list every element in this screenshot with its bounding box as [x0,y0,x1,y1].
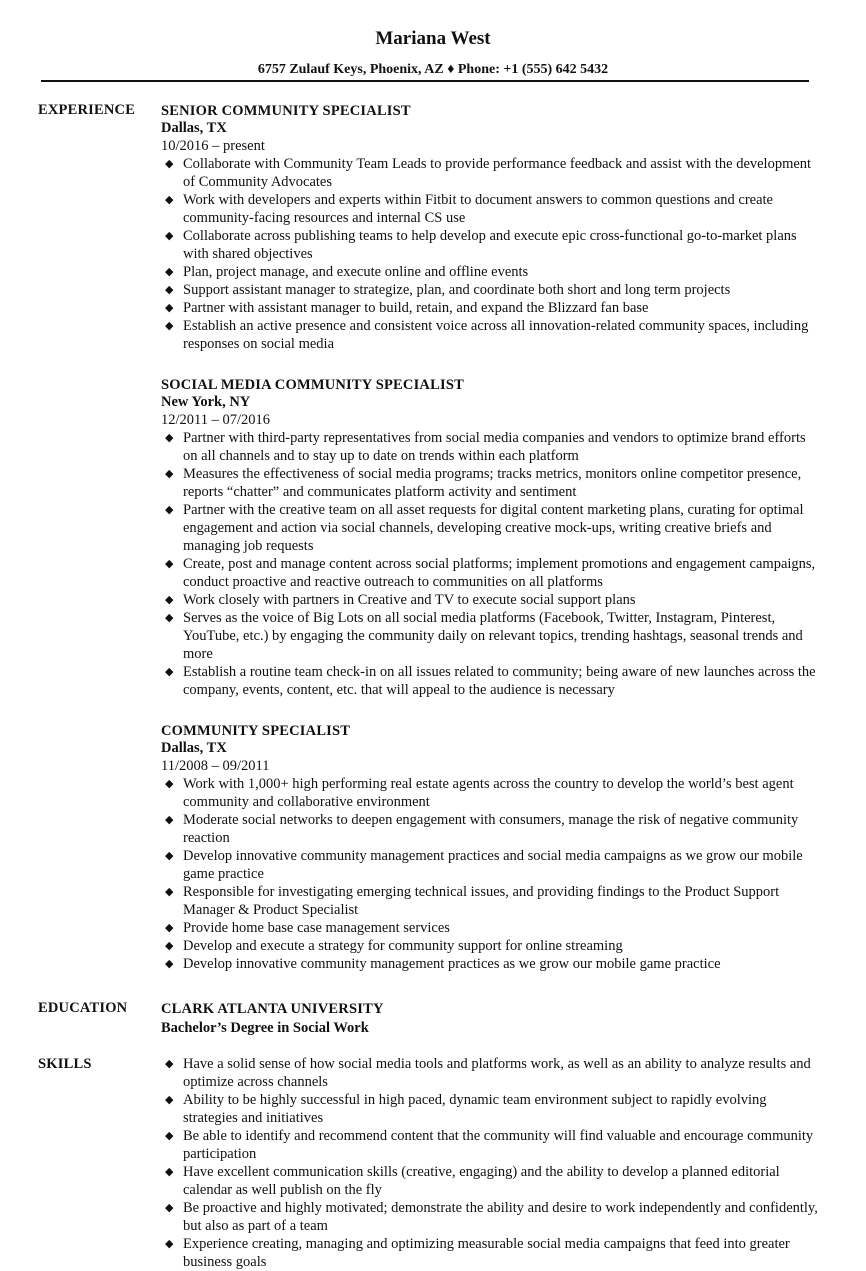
diamond-bullet-icon: ◆ [165,778,174,790]
job-entry [161,102,821,353]
list-item-text: Partner with assistant manager to build, retain, and expand the Blizzard fan base [183,300,649,316]
list-item-text: Collaborate across publishing teams to help develop and execute epic cross-functional go-to-market plans with shared objectives [183,228,797,262]
list-item [161,263,821,281]
list-item-text: Collaborate with Community Team Leads to provide performance feedback and assist with the development of Community Advocates [183,156,812,190]
skills-bullets [161,1055,821,1271]
list-item-text: Establish an active presence and consistent voice across all innovation-related community spaces, including responses on social media [183,318,809,352]
job-location: Dallas, TX [161,120,227,136]
diamond-bullet-icon: ◆ [165,886,174,898]
diamond-bullet-icon: ◆ [165,266,174,278]
diamond-bullet-icon: ◆ [165,194,174,206]
list-item-text: Work with 1,000+ high performing real estate agents across the country to develop the world’s best agent community and collaborative environment [183,776,794,810]
list-item [161,317,821,353]
list-item [161,775,821,811]
list-item-text: Be proactive and highly motivated; demonstrate the ability and desire to work independently and confidently, but also as part of a team [183,1200,818,1234]
diamond-bullet-icon: ◆ [165,958,174,970]
list-item [161,811,821,847]
diamond-bullet-icon: ◆ [165,666,174,678]
list-item-text: Work with developers and experts within Fitbit to document answers to common questions and create community-facing resources and internal CS use [183,192,773,226]
list-item-text: Plan, project manage, and execute online and offline events [183,264,529,280]
diamond-bullet-icon: ◆ [165,158,174,170]
diamond-bullet-icon: ◆ [165,320,174,332]
school-name: CLARK ATLANTA UNIVERSITY [161,1001,384,1017]
list-item [161,1235,821,1271]
list-item [161,281,821,299]
job-title: SOCIAL MEDIA COMMUNITY SPECIALIST [161,377,464,393]
list-item [161,555,821,591]
list-item-text: Serves as the voice of Big Lots on all social media platforms (Facebook, Twitter, Instagram, Pinterest, YouTube, etc.) by engaging the community daily on relevant topics, trending hashtags, seasonal trends and more [183,610,803,662]
diamond-bullet-icon: ◆ [165,230,174,242]
diamond-bullet-icon: ◆ [165,1238,174,1250]
diamond-bullet-icon: ◆ [165,302,174,314]
diamond-bullet-icon: ◆ [165,940,174,952]
list-item-text: Provide home base case management services [183,920,450,936]
list-item-text: Partner with the creative team on all asset requests for digital content marketing plans, curating for optimal engagement and action via social channels, developing creative mock-ups, writing creative briefs and managing job requests [183,502,804,554]
list-item [161,155,821,191]
list-item [161,429,821,465]
list-item [161,1091,821,1127]
job-title: SENIOR COMMUNITY SPECIALIST [161,103,411,119]
list-item [161,501,821,555]
list-item-text: Establish a routine team check-in on all issues related to community; being aware of new launches across the company, events, content, etc. that will appeal to the audience is necessary [183,664,816,698]
diamond-bullet-icon: ◆ [165,1166,174,1178]
list-item-text: Ability to be highly successful in high paced, dynamic team environment subject to rapidly evolving strategies and initiatives [183,1092,767,1126]
list-item-text: Develop innovative community management practices as we grow our mobile game practice [183,956,721,972]
list-item-text: Responsible for investigating emerging technical issues, and providing findings to the Product Support Manager & Product Specialist [183,884,780,918]
diamond-bullet-icon: ◆ [165,432,174,444]
job-bullets [161,775,821,973]
list-item-text: Measures the effectiveness of social media programs; tracks metrics, monitors online competitor presence, reports “chatter” and communicates platform activity and sentiment [183,466,802,500]
diamond-bullet-icon: ◆ [165,1130,174,1142]
list-item [161,937,821,955]
job-dates: 10/2016 – present [161,138,265,154]
job-location: New York, NY [161,394,251,410]
list-item-text: Develop innovative community management practices and social media campaigns as we grow our mobile game practice [183,848,803,882]
list-item-text: Support assistant manager to strategize, plan, and coordinate both short and long term projects [183,282,731,298]
diamond-bullet-icon: ◆ [165,922,174,934]
list-item [161,847,821,883]
candidate-name: Mariana West [375,28,491,49]
diamond-bullet-icon: ◆ [165,558,174,570]
list-item-text: Partner with third-party representatives from social media companies and vendors to optimize brand efforts on all channels and to stay up to date on trends within each platform [183,430,806,464]
section-label-experience: EXPERIENCE [38,102,136,118]
section-label-education: EDUCATION [38,1000,128,1016]
list-item-text: Create, post and manage content across social platforms; implement promotions and engagement campaigns, conduct proactive and reactive outreach to communities on all platforms [183,556,816,590]
list-item-text: Be able to identify and recommend content that the community will find valuable and encourage community participation [183,1128,814,1162]
list-item [161,227,821,263]
job-dates: 11/2008 – 09/2011 [161,758,270,774]
list-item [161,1127,821,1163]
diamond-bullet-icon: ◆ [165,814,174,826]
diamond-bullet-icon: ◆ [165,850,174,862]
diamond-bullet-icon: ◆ [165,284,174,296]
list-item [161,1199,821,1235]
job-dates: 12/2011 – 07/2016 [161,412,271,428]
list-item-text: Have excellent communication skills (creative, engaging) and the ability to develop a planned editorial calendar as well publish on the fly [183,1164,780,1198]
education-entry [161,1000,821,1038]
diamond-bullet-icon: ◆ [165,1058,174,1070]
list-item [161,1163,821,1199]
list-item [161,191,821,227]
diamond-bullet-icon: ◆ [165,1094,174,1106]
list-item [161,663,821,699]
list-item [161,919,821,937]
list-item [161,609,821,663]
list-item [161,955,821,973]
job-bullets [161,429,821,699]
diamond-bullet-icon: ◆ [165,1202,174,1214]
list-item-text: Work closely with partners in Creative and TV to execute social support plans [183,592,636,608]
degree: Bachelor’s Degree in Social Work [161,1020,369,1036]
job-location: Dallas, TX [161,740,227,756]
diamond-bullet-icon: ◆ [165,612,174,624]
job-title: COMMUNITY SPECIALIST [161,723,351,739]
header-divider [41,80,809,82]
list-item-text: Develop and execute a strategy for community support for online streaming [183,938,623,954]
diamond-bullet-icon: ◆ [165,504,174,516]
list-item [161,465,821,501]
list-item [161,591,821,609]
diamond-bullet-icon: ◆ [165,594,174,606]
skills-entry [161,1055,821,1271]
list-item-text: Experience creating, managing and optimizing measurable social media campaigns that feed into greater business goals [183,1236,790,1270]
job-entry [161,376,821,699]
list-item [161,299,821,317]
diamond-bullet-icon: ◆ [165,468,174,480]
list-item [161,883,821,919]
contact-line: 6757 Zulauf Keys, Phoenix, AZ ♦ Phone: +1 (555) 642 5432 [257,62,609,77]
section-label-skills: SKILLS [38,1056,92,1072]
list-item-text: Moderate social networks to deepen engagement with consumers, manage the risk of negative community reaction [183,812,799,846]
job-entry [161,722,821,973]
list-item [161,1055,821,1091]
job-bullets [161,155,821,353]
list-item-text: Have a solid sense of how social media tools and platforms work, as well as an ability to analyze results and optimize across channels [183,1056,811,1090]
